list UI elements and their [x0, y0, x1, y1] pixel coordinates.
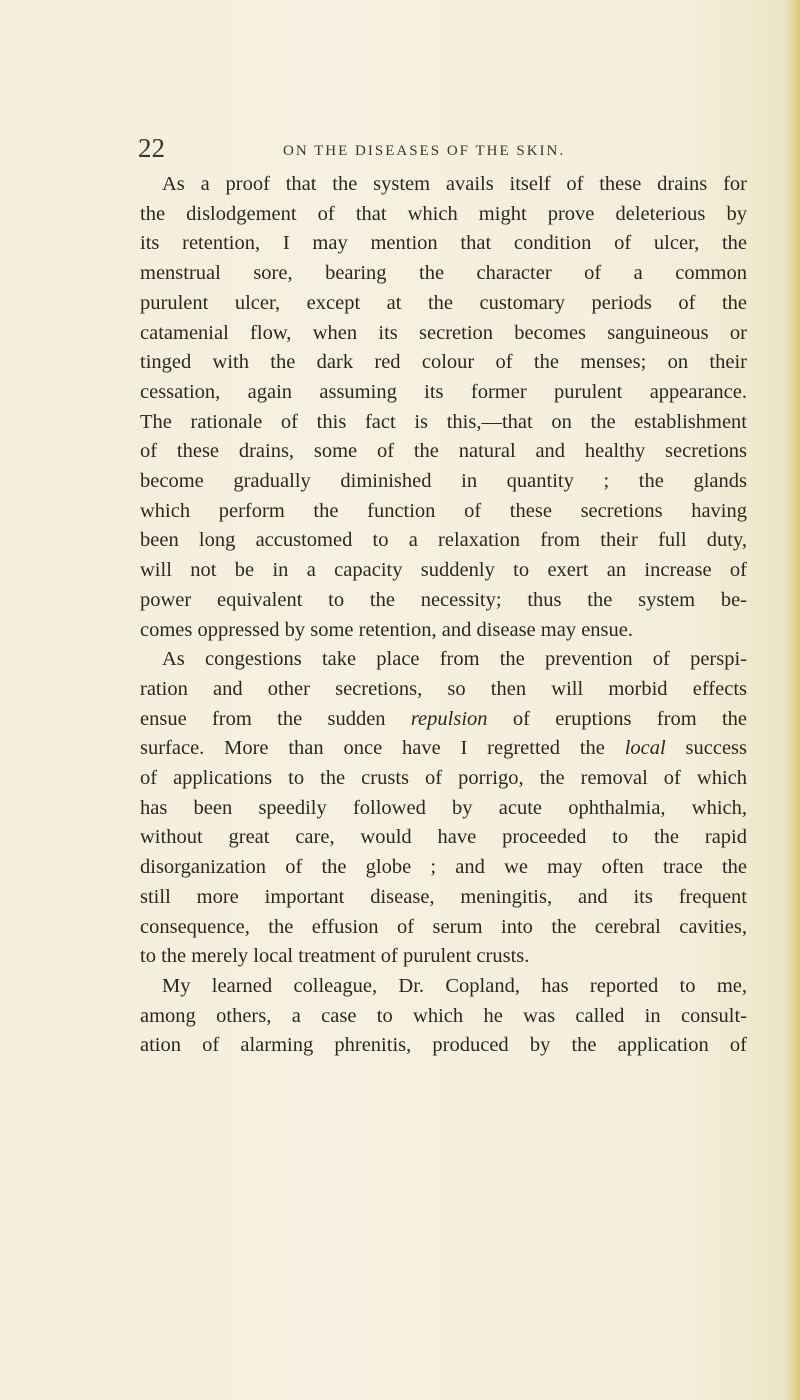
text-segment: still more important disease, meningitis, and its frequent [140, 885, 747, 908]
text-line [140, 620, 633, 641]
text-segment: The rationale of this fact is this,—that on the establishment [140, 410, 747, 433]
text-segment: cessation, again assuming its former purulent appearance. [140, 380, 747, 403]
text-segment: As a proof that the system avails itself of these drains for [162, 173, 747, 195]
text-line [140, 441, 747, 462]
text-line [140, 1035, 747, 1056]
text-line [140, 412, 747, 433]
text-line [140, 263, 747, 284]
text-line [140, 887, 747, 908]
text-line [140, 827, 747, 848]
text-segment: comes oppressed by some retention, and disease may ensue. [140, 618, 634, 641]
text-line [140, 1006, 747, 1027]
text-line [140, 501, 747, 522]
text-segment: its retention, I may mention that condition of ulcer, the [140, 232, 747, 255]
text-line [140, 798, 747, 819]
text-segment: ation of alarming phrenitis, produced by the application of [140, 1034, 747, 1057]
text-segment: power equivalent to the necessity; thus the system be- [140, 588, 747, 611]
text-segment: purulent ulcer, except at the customary periods of the [140, 291, 747, 314]
text-segment: has been speedily followed by acute ophthalmia, which, [140, 796, 747, 819]
text-segment: menstrual sore, bearing the character of a common [140, 262, 747, 285]
text-line [140, 382, 747, 403]
text-segment: tinged with the dark red colour of the menses; on their [140, 351, 747, 374]
text-segment: As congestions take place from the prevention of perspi- [162, 648, 747, 671]
text-segment: become gradually diminished in quantity ; the glands [140, 470, 747, 492]
text-line [140, 352, 747, 373]
italic-text-segment: repulsion [410, 707, 488, 730]
text-line [140, 530, 747, 551]
text-line [140, 233, 747, 254]
text-segment: among others, a case to which he was called in consult- [140, 1004, 747, 1027]
text-segment: disorganization of the globe ; and we may often trace the [140, 856, 747, 879]
text-line [140, 738, 747, 759]
page-number: 22 [138, 133, 165, 163]
text-line [140, 293, 747, 314]
text-line [140, 323, 747, 344]
text-segment: ration and other secretions, so then will morbid effects [140, 677, 747, 700]
text-line [140, 768, 747, 789]
text-segment: consequence, the effusion of serum into the cerebral cavities, [140, 915, 747, 938]
text-segment: without great care, would have proceeded to the rapid [140, 826, 747, 849]
text-segment: of applications to the crusts of porrigo, the removal of which [140, 767, 747, 789]
text-line [162, 649, 747, 670]
page-edge-shading [786, 0, 800, 1400]
text-segment: of these drains, some of the natural and healthy secretions [140, 440, 747, 463]
text-line [140, 204, 747, 225]
text-segment: ensue from the sudden [140, 707, 411, 730]
text-line [140, 946, 529, 967]
text-line [162, 976, 747, 997]
text-segment: will not be in a capacity suddenly to exert an increase of [140, 559, 747, 582]
text-segment: of eruptions from the [487, 707, 747, 730]
text-segment: the dislodgement of that which might prove deleterious by [140, 202, 747, 225]
text-line [140, 857, 747, 878]
text-line [140, 679, 747, 700]
running-head: ON THE DISEASES OF THE SKIN. [283, 143, 566, 159]
text-line [140, 560, 747, 581]
text-line [140, 917, 747, 938]
text-segment: which perform the function of these secretions having [140, 499, 747, 522]
text-segment: surface. More than once have I regretted the [140, 737, 625, 760]
text-segment: been long accustomed to a relaxation from their full duty, [140, 529, 747, 552]
italic-text-segment: local [624, 737, 666, 760]
text-line [140, 590, 747, 611]
text-segment: My learned colleague, Dr. Copland, has reported to me, [162, 974, 747, 997]
text-segment: to the merely local treatment of purulent crusts. [140, 945, 530, 968]
text-line [140, 709, 747, 730]
text-segment: catamenial flow, when its secretion becomes sanguineous or [140, 321, 747, 344]
text-line [140, 471, 747, 492]
text-segment: success [665, 737, 748, 760]
text-line [162, 174, 747, 195]
